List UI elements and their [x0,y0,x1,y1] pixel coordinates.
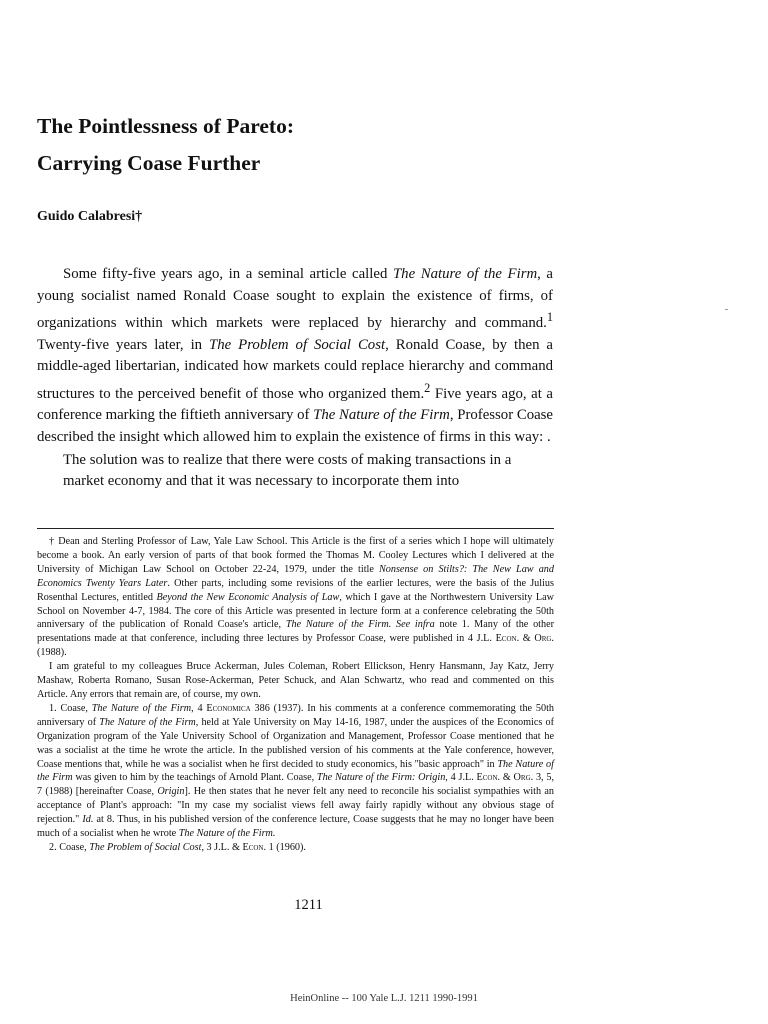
footnote-1: 1. Coase, The Nature of the Firm, 4 Economica 386 (1937). In his comments at a conference commemorating the 50th anniversary of The Nature of the Firm, held at Yale University on May 14-16, 1987, under the auspices of the Economics of Organization program of the Yale University School of Organization and Management, Professor Coase mentioned that he was a socialist at the time he wrote the article. In the published version of his comments at the Yale conference, however, Coase mentions that, while he was a socialist when he first decided to study economics, his "basic approach" in The Nature of the Firm was given to him by the teachings of Arnold Plant. Coase, The Nature of the Firm: Origin, 4 J.L. Econ. & Org. 3, 5, 7 (1988) [hereinafter Coase, Origin]. He then states that he never felt any need to reconcile his socialist sympathies with an acceptance of Plant's approach: "In my case my socialist views fell away fairly rapidly without any obvious stage of rejection." Id. at 8. Thus, in his published version of the conference lecture, Coase suggests that he may no longer have been much of a socialist when he wrote The Nature of the Firm. [37,702,555,840]
footnote-dagger: † Dean and Sterling Professor of Law, Yale Law School. This Article is the first of a series which I hope will ultimately become a book. An early version of parts of that book formed the Thomas M. Cooley Lectures which I delivered at the University of Michigan Law School on October 22-24, 1979, under the title Nonsense on Stilts?: The New Law and Economics Twenty Years Later. Other parts, including some revisions of the earlier lectures, were the basis of the Julius Rosenthal Lectures, entitled Beyond the New Economic Analysis of Law, which I gave at the Northwestern University Law School on November 4-7, 1984. The core of this Article was presented in lecture form at a conference celebrating the 50th anniversary of the publication of Ronald Coase's article, The Nature of the Firm. See infra note 1. Many of the other presentations made at that conference, including three lectures by Professor Coase, were published in 4 J.L. Econ. & Org. (1988). [37,536,554,659]
body-text-run: Some fifty-five years ago, in a seminal article called [63,266,393,282]
author-footnote-mark: † [135,209,143,224]
footnote-ref-2: 2 [424,380,431,395]
body-text-run: Twenty-five years later, in [37,336,210,353]
body-italic-title: The Nature of the Firm [392,266,538,282]
body-italic-title: The Nature of the Firm [313,407,450,424]
body-paragraph [37,264,553,449]
article-title-line-2: Carrying Coase Further [37,151,261,175]
body-text-run: Five years ago, at a conference marking the fiftieth anniversary of [37,385,553,424]
source-citation-line: HeinOnline -- 100 Yale L.J. 1211 1990-1991 [290,993,478,1004]
author-name [37,209,142,225]
footnote-2: 2. Coase, The Problem of Social Cost, 3 J.L. & Econ. 1 (1960). [49,841,306,853]
margin-speck [725,309,728,310]
body-text-run: , Ronald Coase, by then a middle-aged libertarian, indicated how markets could replace hierarchy and command structures to the perceived benefit of those who organized them. [37,336,554,402]
footnotes [37,535,554,855]
page-number: 1211 [294,897,323,913]
body-text-run: , a young socialist named Ronald Coase sought to explain the existence of firms, of organizations within which markets were replaced by hierarchy and command. [37,266,553,332]
footnote-divider [37,528,554,529]
body-text-run: , Professor Coase described the insight which allowed him to explain the existence of firms in this way: . [37,407,553,445]
article-title-line-1: The Pointlessness of Pareto: [37,114,294,138]
block-quote: The solution was to realize that there were costs of making transactions in a market economy and that it was necessary to incorporate them into [63,452,512,489]
body-italic-title: The Problem of Social Cost [209,336,386,353]
footnote-ref-1: 1 [546,310,553,325]
author-name-text: Guido Calabresi [37,209,136,224]
footnote-acknowledgements: I am grateful to my colleagues Bruce Ackerman, Jules Coleman, Robert Ellickson, Henry Hansmann, Jay Katz, Jerry Mashaw, Roberta Romano, Susan Rose-Ackerman, Peter Schuck, and Alan Schwartz, who read and commented on this Article. Any errors that remain are, of course, my own. [37,661,554,700]
